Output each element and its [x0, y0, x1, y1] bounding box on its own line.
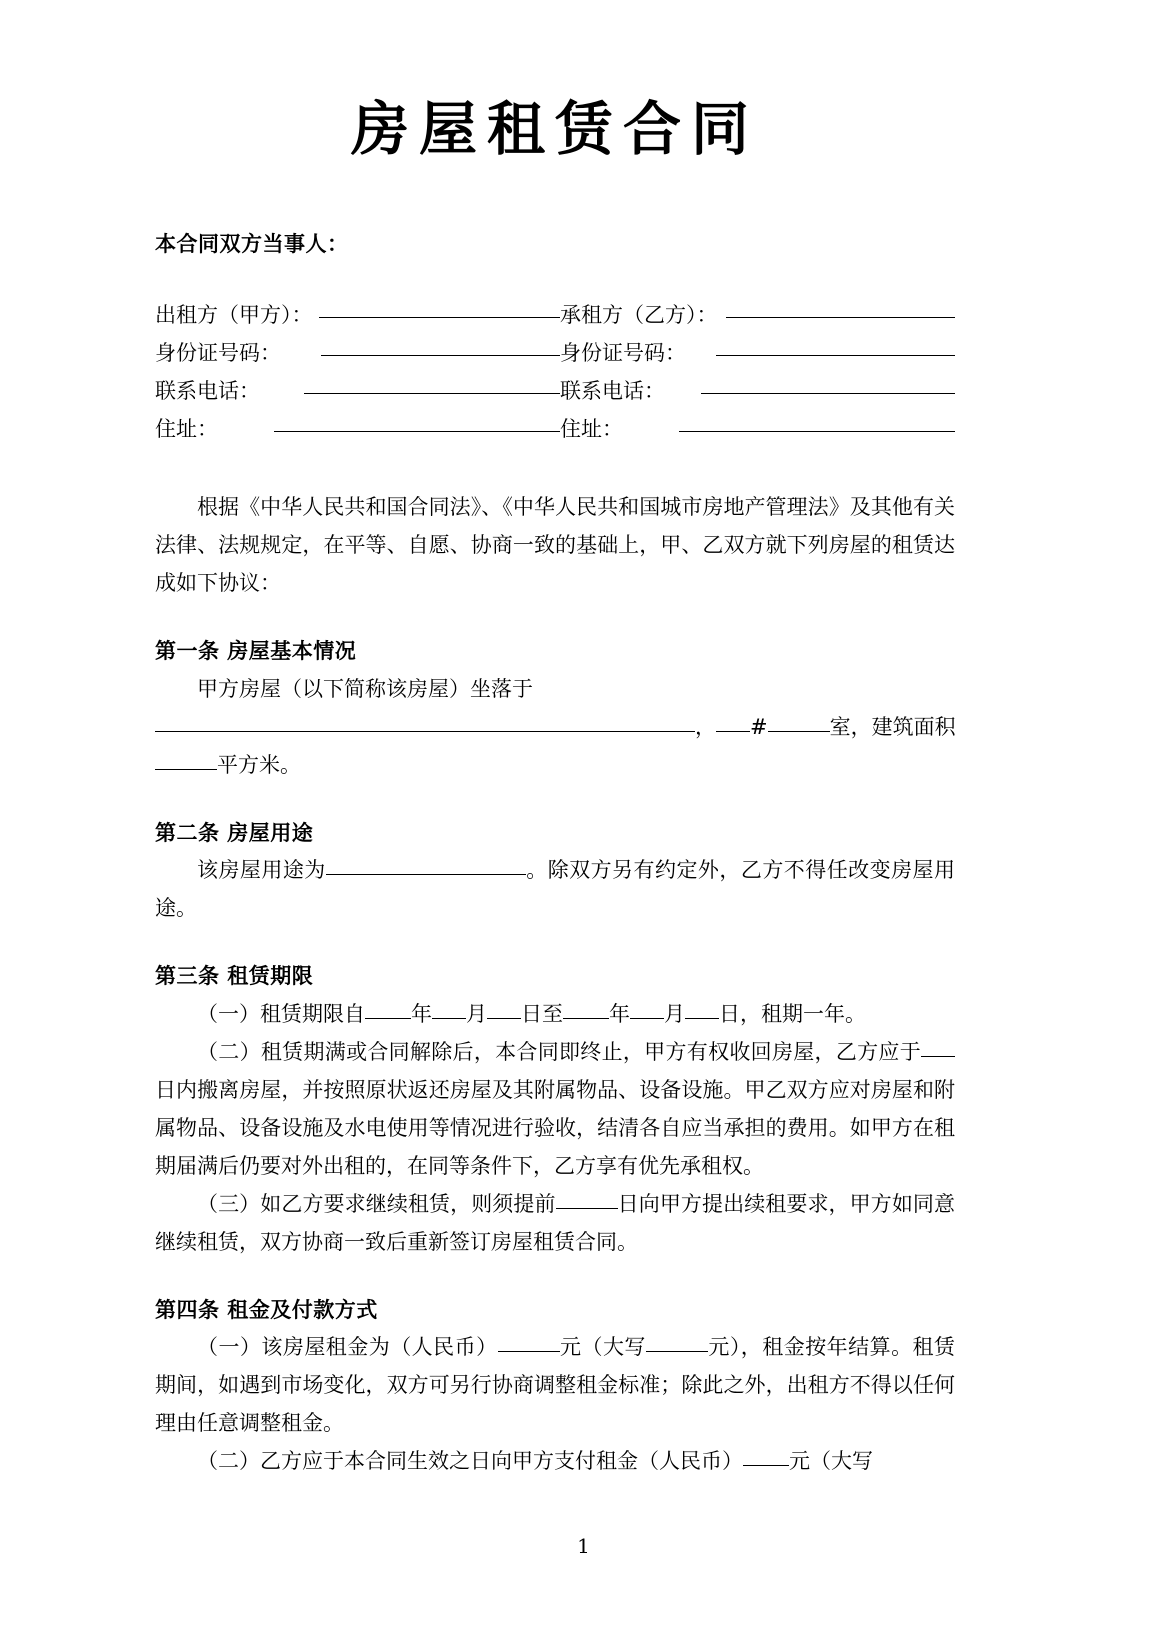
article-3-item-1 [155, 995, 955, 1033]
article-4-item-1-p2: 元（大写 [559, 1335, 646, 1360]
rent-amount-words-blank[interactable] [646, 1351, 708, 1352]
prepaid-rent-blank[interactable] [743, 1465, 789, 1466]
article-1-suffix-4: 平方米。 [217, 752, 301, 777]
article-1-address-line [155, 708, 955, 746]
renewal-notice-days-blank[interactable] [556, 1208, 618, 1209]
article-3-item-1-p2: 年 [411, 1001, 432, 1026]
lessor-id-label: 身份证号码： [155, 341, 281, 366]
article-3-heading: 第三条 租赁期限 [155, 964, 314, 989]
lease-start-month-blank[interactable] [432, 1018, 466, 1019]
article-4 [155, 1295, 955, 1481]
article-1 [155, 636, 955, 784]
article-3-item-1-p4: 日至 [521, 1001, 563, 1026]
lease-start-day-blank[interactable] [487, 1018, 521, 1019]
article-1-heading: 第一条 房屋基本情况 [155, 639, 357, 664]
party-row-phone [155, 372, 955, 410]
lessor-name-label: 出租方（甲方）： [155, 303, 313, 328]
party-row-name [155, 296, 955, 334]
article-3-item-3-marker: （三） [197, 1191, 261, 1216]
article-3-item-3-p2: 日向甲方提出续租要求，甲方如同意继续租赁，双方协商一致后重新签订房屋租赁合同。 [155, 1191, 956, 1254]
article-3-item-1-p1: 租赁期限自 [260, 1001, 365, 1026]
article-1-hash: # [750, 714, 768, 739]
property-area-blank[interactable] [155, 769, 217, 770]
lessor-address-blank[interactable] [274, 431, 560, 432]
article-3 [155, 961, 955, 1261]
article-3-item-3-p1: 如乙方要求继续租赁，则须提前 [260, 1191, 556, 1216]
page-number: 1 [577, 1534, 590, 1558]
lessee-address-blank[interactable] [679, 431, 955, 432]
lessee-name-label: 承租方（乙方）： [560, 303, 718, 328]
lessee-phone-blank[interactable] [701, 393, 955, 394]
article-3-item-1-p7: 日，租期一年。 [719, 1001, 866, 1026]
party-row-id [155, 334, 955, 372]
lessee-id-label: 身份证号码： [560, 341, 686, 366]
article-4-item-2-p2: 元（大写 [789, 1449, 873, 1474]
lessee-name-blank[interactable] [726, 317, 956, 318]
lessee-phone-field [560, 372, 955, 410]
article-3-item-2-p1: 租赁期满或合同解除后，本合同即终止，甲方有权收回房屋，乙方应于 [260, 1039, 922, 1064]
lease-end-month-blank[interactable] [630, 1018, 664, 1019]
article-4-item-1 [155, 1328, 955, 1442]
article-4-item-1-p1: 该房屋租金为（人民币） [261, 1335, 498, 1360]
lessee-address-field [560, 410, 955, 448]
lessee-address-label: 住址： [560, 417, 623, 442]
article-4-heading: 第四条 租金及付款方式 [155, 1297, 378, 1322]
lessor-phone-field [155, 372, 560, 410]
article-4-item-2-marker: （二） [197, 1449, 260, 1474]
moveout-days-blank[interactable] [921, 1056, 955, 1057]
lease-end-year-blank[interactable] [563, 1018, 609, 1019]
lessor-address-field [155, 410, 560, 448]
article-3-item-1-marker: （一） [197, 1001, 260, 1026]
intro-paragraph: 根据《中华人民共和国合同法》、《中华人民共和国城市房地产管理法》及其他有关法律、法规规定，在平等、自愿、协商一致的基础上，甲、乙双方就下列房屋的租赁达成如下协议： [155, 495, 955, 596]
article-3-item-2-p2: 日内搬离房屋，并按照原状返还房屋及其附属物品、设备设施。甲乙双方应对房屋和附属物品、设备设施及水电使用等情况进行验收，结清各自应当承担的费用。如甲方在租期届满后仍要对外出租的，在同等条件下，乙方享有优先承租权。 [155, 1077, 955, 1178]
lease-end-day-blank[interactable] [685, 1018, 719, 1019]
article-2-body [155, 851, 955, 927]
article-3-item-2 [155, 1033, 955, 1185]
rent-amount-blank[interactable] [498, 1351, 560, 1352]
article-4-item-2-p1: 乙方应于本合同生效之日向甲方支付租金（人民币） [260, 1449, 743, 1474]
lessee-name-field [560, 296, 955, 334]
article-1-lead: 甲方房屋（以下简称该房屋）坐落于 [197, 676, 533, 701]
article-2-post: 。除双方另有约定外，乙方不得任改变房屋用途。 [155, 858, 956, 921]
article-2-pre: 该房屋用途为 [197, 858, 326, 883]
article-1-suffix-3: 室，建筑面积 [829, 714, 956, 739]
property-address-blank[interactable] [155, 731, 695, 732]
lessee-phone-label: 联系电话： [560, 379, 665, 404]
article-3-item-1-p3: 月 [466, 1001, 487, 1026]
lessor-name-blank[interactable] [319, 317, 561, 318]
article-4-item-2 [155, 1442, 955, 1480]
property-room-blank[interactable] [768, 731, 830, 732]
article-3-item-1-p6: 月 [664, 1001, 685, 1026]
article-2 [155, 818, 955, 928]
article-2-heading: 第二条 房屋用途 [155, 820, 314, 845]
lessor-name-field [155, 296, 560, 334]
lease-start-year-blank[interactable] [365, 1018, 411, 1019]
party-row-address [155, 410, 955, 448]
property-usage-blank[interactable] [326, 874, 526, 875]
page-title: 房屋租赁合同 [350, 95, 759, 163]
article-1-area-line [155, 746, 955, 784]
article-3-item-2-marker: （二） [197, 1039, 261, 1064]
lessor-id-blank[interactable] [321, 355, 560, 356]
lessor-phone-label: 联系电话： [155, 379, 260, 404]
article-3-item-3 [155, 1185, 955, 1261]
article-3-item-1-p5: 年 [609, 1001, 630, 1026]
lessee-id-blank[interactable] [716, 355, 955, 356]
parties-heading: 本合同双方当事人： [155, 231, 349, 256]
page-content [155, 0, 955, 1480]
parties-block [155, 296, 955, 448]
article-1-suffix-1: ， [695, 714, 716, 739]
lessee-id-field [560, 334, 955, 372]
lessor-phone-blank[interactable] [304, 393, 560, 394]
property-building-blank[interactable] [716, 731, 750, 732]
article-4-item-1-marker: （一） [197, 1335, 262, 1360]
article-4-item-1-p3: 元），租金按年结算。租赁期间，如遇到市场变化，双方可另行协商调整租金标准；除此之外，出租方不得以任何理由任意调整租金。 [155, 1335, 956, 1436]
lessor-address-label: 住址： [155, 417, 218, 442]
lessor-id-field [155, 334, 560, 372]
